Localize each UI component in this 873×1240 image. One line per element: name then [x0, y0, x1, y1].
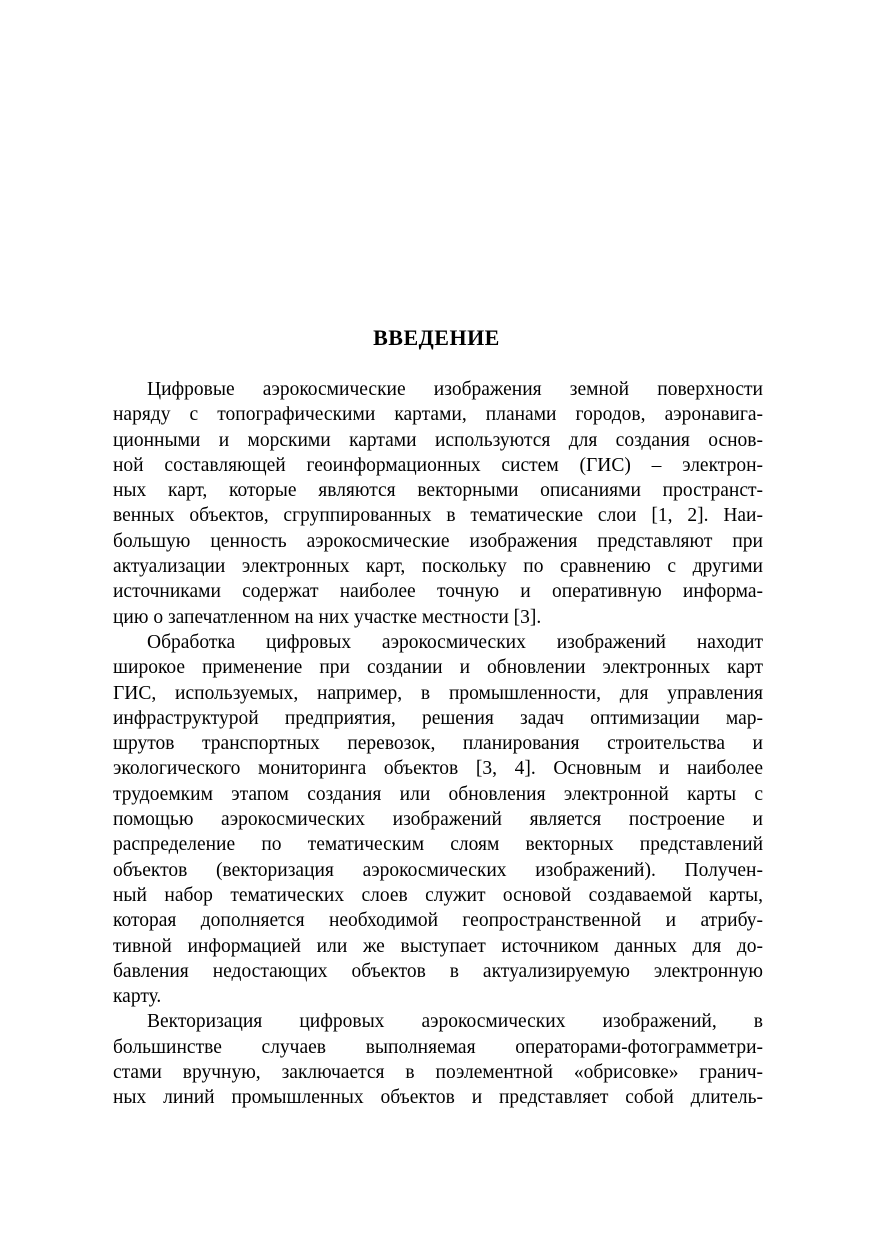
text-line: экологического мониторинга объектов [3, 4]. Основным и наиболее [113, 758, 763, 780]
text-line: тивной информацией или же выступает источником данных для до- [113, 935, 763, 957]
text-line: распределение по тематическим слоям векторных представлений [113, 834, 763, 856]
text-line: объектов (векторизация аэрокосмических изображений). Получен- [113, 859, 763, 881]
text-line: большую ценность аэрокосмические изображения представляют при [113, 530, 763, 552]
text-line: трудоемким этапом создания или обновления электронной карты с [113, 783, 763, 805]
text-line: наряду с топографическими картами, планами городов, аэронавига- [113, 404, 763, 426]
text-line: цию о запечатленном на них участке местности [3]. [113, 606, 542, 628]
text-line: стами вручную, заключается в поэлементной «обрисовке» гранич- [113, 1062, 763, 1084]
text-line: Цифровые аэрокосмические изображения земной поверхности [147, 379, 763, 400]
text-line: бавления недостающих объектов в актуализируемую электронную [113, 960, 763, 982]
text-line: актуализации электронных карт, поскольку по сравнению с другими [113, 556, 763, 578]
section-heading: ВВЕДЕНИЕ [373, 325, 500, 350]
text-line: Векторизация цифровых аэрокосмических изображений, в [147, 1011, 763, 1033]
text-line: большинстве случаев выполняемая операторами-фотограмметри- [113, 1036, 763, 1058]
text-line: ных линий промышленных объектов и представляет собой длитель- [113, 1087, 763, 1109]
text-line: Обработка цифровых аэрокосмических изображений находит [147, 631, 763, 653]
text-line: помощью аэрокосмических изображений является построение и [113, 809, 763, 831]
text-line: источниками содержат наиболее точную и оперативную информа- [113, 581, 763, 603]
text-line: ных карт, которые являются векторными описаниями пространст- [113, 480, 763, 502]
text-line: ной составляющей геоинформационных систем (ГИС) – электрон- [113, 454, 763, 476]
text-line: которая дополняется необходимой геопространственной и атрибу- [113, 910, 763, 932]
text-line: инфраструктурой предприятия, решения задач оптимизации мар- [113, 707, 763, 729]
text-line: венных объектов, сгруппированных в тематические слои [1, 2]. Наи- [113, 505, 763, 527]
text-line: шрутов транспортных перевозок, планирования строительства и [113, 733, 763, 755]
text-line: ГИС, используемых, например, в промышленности, для управления [113, 682, 763, 704]
body-text [113, 377, 763, 1111]
text-line: ционными и морскими картами используются для создания основ- [113, 429, 763, 451]
text-line: широкое применение при создании и обновлении электронных карт [113, 657, 763, 679]
text-line: ный набор тематических слоев служит основой создаваемой карты, [113, 884, 763, 906]
text-line: карту. [113, 986, 162, 1008]
